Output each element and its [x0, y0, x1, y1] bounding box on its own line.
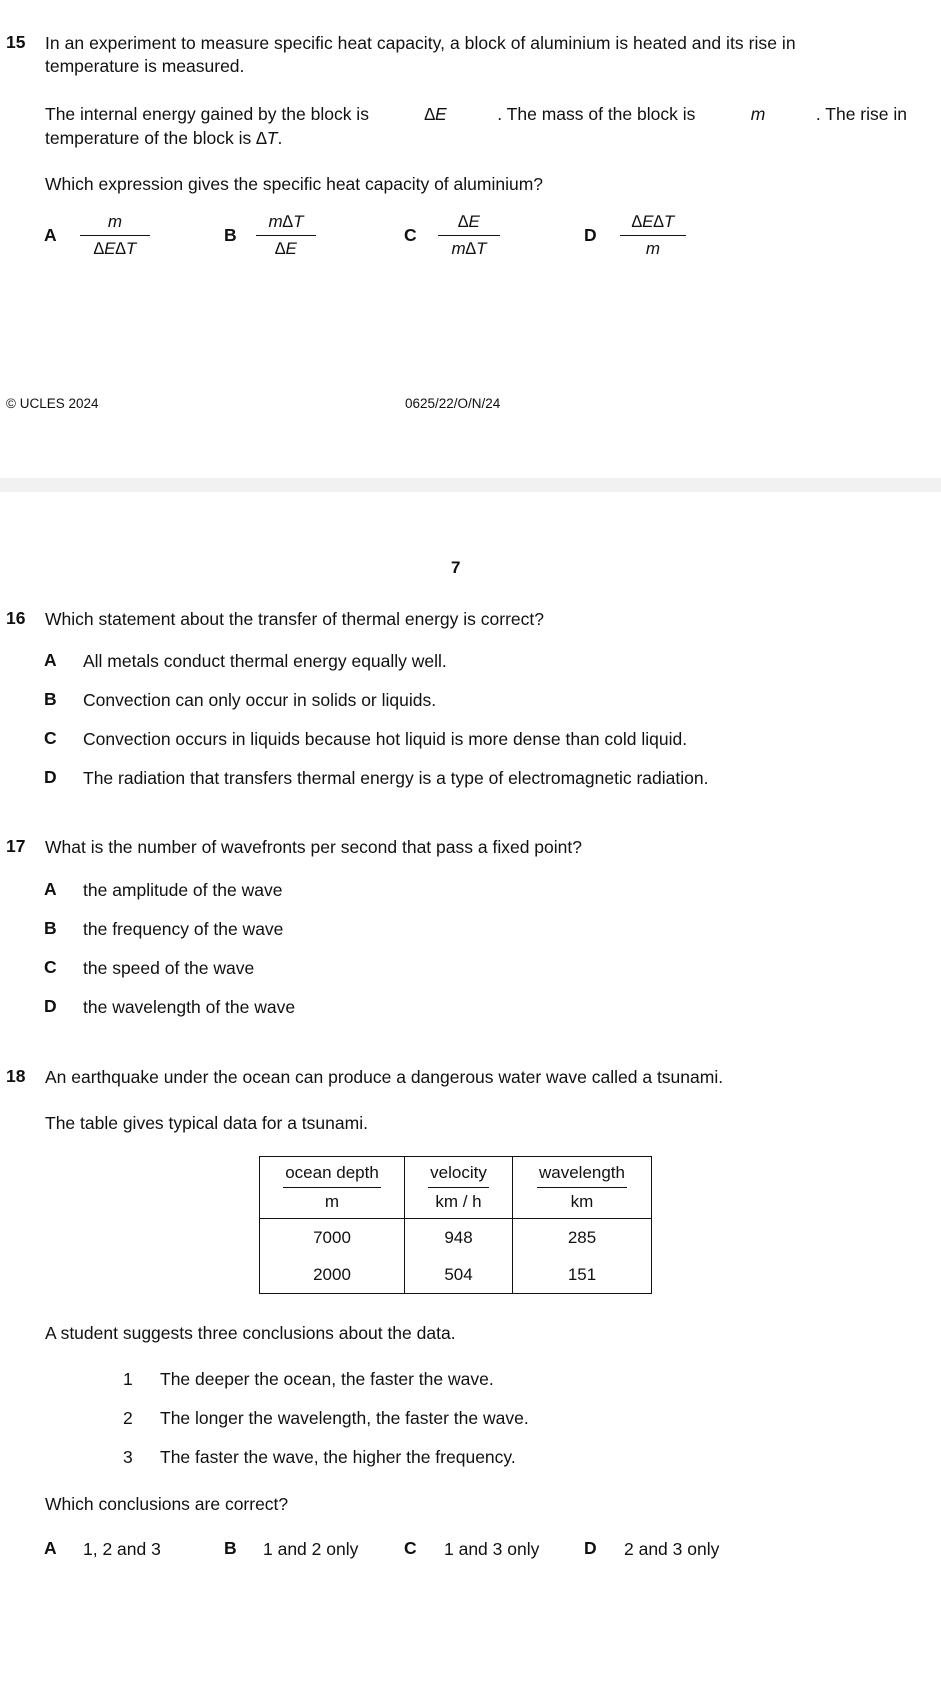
option-text: 1 and 3 only [444, 1539, 540, 1559]
question-text: The internal energy gained by the block is ∆E . The mass of the block is m . The rise in [45, 104, 907, 124]
fraction-numerator: ∆E∆T [620, 211, 686, 236]
fraction-denominator: m [645, 239, 661, 258]
option-b-fraction[interactable] [256, 211, 316, 261]
fraction-numerator: ∆E [438, 211, 500, 236]
option-letter: B [44, 918, 57, 938]
fraction-numerator: m∆T [256, 211, 316, 236]
question-prompt: Which statement about the transfer of thermal energy is correct? [45, 609, 544, 629]
option-letter: D [584, 1538, 597, 1558]
paper-code: 0625/22/O/N/24 [405, 396, 501, 411]
question-text: A student suggests three conclusions about the data. [45, 1323, 456, 1343]
fraction-numerator: m [80, 211, 150, 236]
option-text: Convection occurs in liquids because hot liquid is more dense than cold liquid. [83, 729, 688, 749]
option-text: 1, 2 and 3 [83, 1539, 161, 1559]
page-number: 7 [451, 558, 461, 577]
option-letter-c: C [404, 225, 417, 245]
question-text: In an experiment to measure specific heat capacity, a block of aluminium is heated and its rise in [45, 33, 796, 53]
statement-text: The deeper the ocean, the faster the wave. [160, 1369, 494, 1389]
option-letter: A [44, 650, 57, 670]
table-header-cell: ocean depth m [260, 1157, 405, 1219]
option-text: the frequency of the wave [83, 919, 284, 939]
question-number: 18 [6, 1066, 26, 1086]
option-a-fraction[interactable] [80, 211, 150, 261]
fraction-denominator: ∆E [275, 239, 297, 258]
option-text: Convection can only occur in solids or liquids. [83, 690, 437, 710]
option-text: the speed of the wave [83, 958, 255, 978]
page-separator [0, 478, 941, 492]
question-number: 16 [6, 608, 26, 628]
statement-number: 2 [123, 1408, 133, 1428]
option-d-fraction[interactable] [620, 211, 686, 261]
question-prompt: Which conclusions are correct? [45, 1494, 289, 1514]
table-row [260, 1256, 652, 1294]
option-letter: D [44, 767, 57, 787]
option-text: the wavelength of the wave [83, 997, 296, 1017]
option-text: All metals conduct thermal energy equally well. [83, 651, 447, 671]
option-text: the amplitude of the wave [83, 880, 283, 900]
statement-text: The faster the wave, the higher the frequency. [160, 1447, 516, 1467]
copyright: © UCLES 2024 [6, 396, 99, 411]
option-c-fraction[interactable] [438, 211, 500, 261]
option-letter: C [44, 728, 57, 748]
option-letter-b: B [224, 225, 237, 245]
option-letter: D [44, 996, 57, 1016]
question-prompt: What is the number of wavefronts per second that pass a fixed point? [45, 837, 582, 857]
tsunami-data-table [259, 1156, 652, 1294]
option-letter: B [224, 1538, 237, 1558]
question-text: temperature is measured. [45, 56, 245, 76]
question-text: temperature of the block is ∆T. [45, 128, 283, 148]
table-header-row [260, 1157, 652, 1219]
table-row [260, 1219, 652, 1257]
table-header-cell: velocity km / h [405, 1157, 513, 1219]
option-letter: A [44, 1538, 57, 1558]
table-cell: 948 [405, 1219, 513, 1257]
statement-number: 1 [123, 1369, 133, 1389]
question-number: 17 [6, 836, 26, 856]
question-text: An earthquake under the ocean can produce a dangerous water wave called a tsunami. [45, 1067, 724, 1087]
question-number: 15 [6, 32, 26, 52]
table-cell: 151 [513, 1256, 652, 1294]
fraction-denominator: m∆T [451, 239, 487, 258]
option-letter-d: D [584, 225, 597, 245]
option-letter: B [44, 689, 57, 709]
table-cell: 504 [405, 1256, 513, 1294]
statement-number: 3 [123, 1447, 133, 1467]
question-text: The table gives typical data for a tsunami. [45, 1113, 368, 1133]
table-cell: 285 [513, 1219, 652, 1257]
option-letter: C [404, 1538, 417, 1558]
option-letter: A [44, 879, 57, 899]
option-text: 2 and 3 only [624, 1539, 720, 1559]
option-text: 1 and 2 only [263, 1539, 359, 1559]
question-prompt: Which expression gives the specific heat capacity of aluminium? [45, 174, 544, 194]
option-letter-a: A [44, 225, 57, 245]
fraction-denominator: ∆E∆T [93, 239, 137, 258]
option-letter: C [44, 957, 57, 977]
statement-text: The longer the wavelength, the faster the wave. [160, 1408, 529, 1428]
table-header-cell: wavelength km [513, 1157, 652, 1219]
table-cell: 7000 [260, 1219, 405, 1257]
option-text: The radiation that transfers thermal energy is a type of electromagnetic radiation. [83, 768, 709, 788]
table-cell: 2000 [260, 1256, 405, 1294]
